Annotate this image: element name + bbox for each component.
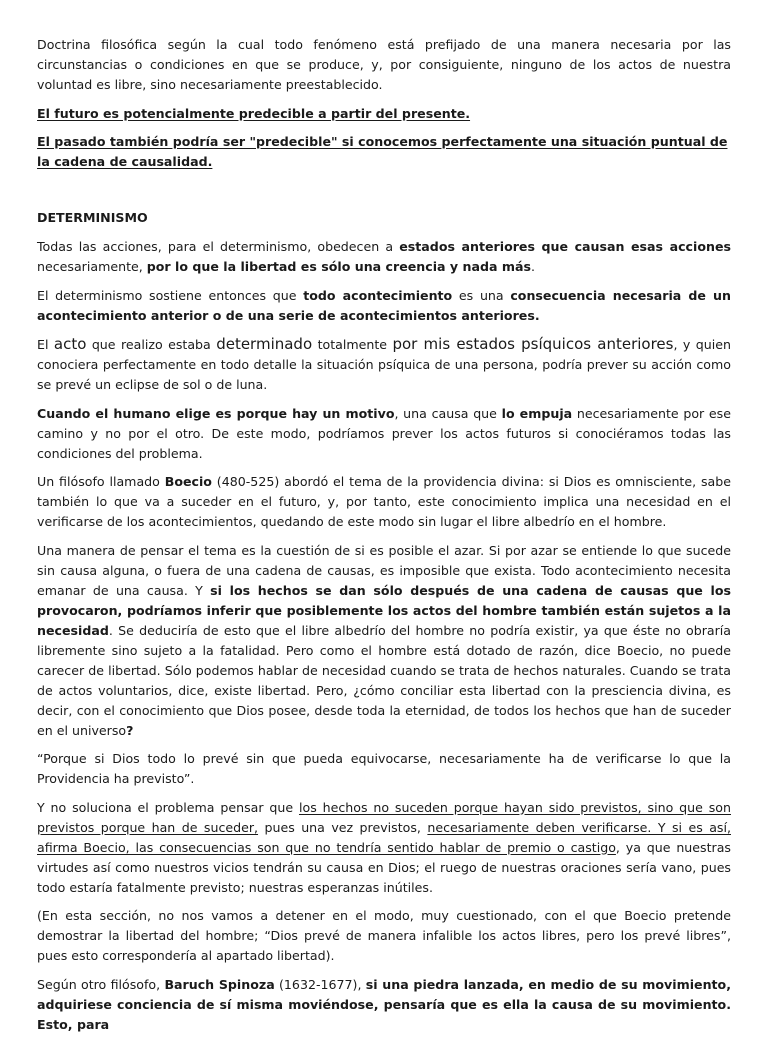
text-run: Un filósofo llamado xyxy=(37,474,165,489)
paragraph-boecio xyxy=(37,472,731,532)
past-predictable-statement xyxy=(37,132,731,172)
quote-paragraph: “Porque si Dios todo lo prevé sin que pueda equivocarse, necesariamente ha de verificarse lo que la Providencia ha previsto”. xyxy=(37,751,731,786)
bold-run: Boecio xyxy=(164,474,212,489)
underlined-run: necesariamente deben verificarse. Y si es así, afirma Boecio, las consecuencias son que no tendría sentido hablar de premio o castigo xyxy=(37,819,731,855)
paragraph-determinism-claim xyxy=(37,286,731,326)
future-predictable-text: El futuro es potencialmente predecible a partir del presente. xyxy=(37,105,471,121)
definition-paragraph: Doctrina filosófica según la cual todo fenómeno está prefijado de una manera necesaria por las circunstancias o condiciones en que se produce, y, por consiguiente, ninguno de los actos de nuestra voluntad es libre, sino necesariamente preestablecido. xyxy=(37,37,731,92)
paragraph-spinoza xyxy=(37,975,731,1035)
text-run: . xyxy=(531,259,536,274)
bold-run: por lo que la libertad es sólo una creencia y nada más xyxy=(146,259,532,274)
text-run: El xyxy=(37,337,54,352)
text-run: (480-525) abordó el tema de la providencia divina: si Dios es omnisciente, sabe también lo que va a suceder en el futuro, y, por tanto, este conocimiento implica una necesidad en el verificarse de los acontecimientos, quedando de este modo sin lugar el libre albedrío en el hombre. xyxy=(37,474,731,529)
bold-run: consecuencia necesaria de un acontecimiento anterior o de una serie de acontecimientos anteriores. xyxy=(37,287,731,323)
bold-run: estados anteriores que causan esas acciones xyxy=(399,239,731,254)
text-run: Una manera de pensar el tema es la cuestión de si es posible el azar. Si por azar se entiende lo que sucede sin causa alguna, o fuera de una cadena de causas, es imposible que exista. Todo acontecimiento necesita emanar de una causa. Y xyxy=(37,542,731,598)
paragraph-actions xyxy=(37,237,731,277)
text-run: Y no soluciona el problema pensar que xyxy=(37,799,299,815)
section-heading: DETERMINISMO xyxy=(37,210,148,225)
past-predictable-text: El pasado también podría ser "predecible" si conocemos perfectamente una situación puntual de la cadena de causalidad. xyxy=(37,134,728,169)
document-page xyxy=(37,35,731,1043)
emphasis-run: acto xyxy=(53,335,87,353)
bold-run: Baruch Spinoza xyxy=(164,976,275,992)
text-run: Según otro filósofo, xyxy=(37,976,165,992)
text-run: El determinismo sostiene entonces que xyxy=(37,287,304,303)
paragraph-act-determined xyxy=(37,334,731,395)
text-run: pues una vez previstos, xyxy=(258,819,428,835)
bold-run: todo acontecimiento xyxy=(303,287,453,303)
text-run: . Se deduciría de esto que el libre albedrío del hombre no podría existir, ya que éste no obraría libremente sino sujeto a la fatalidad. Pero como el hombre está dotado de razón, dice Boecio, no puede carecer de libertad. Sólo podemos hablar de necesidad cuando se trata de hechos naturales. Cuando se trata de actos voluntarios, dice, existe libertad. Pero, ¿cómo conciliar esta libertad con la presciencia divina, es decir, con el conocimiento que Dios posee, desde toda la eternidad, de todos los hechos que han de suceder en el universo xyxy=(37,622,731,738)
emphasis-run: por mis estados psíquicos anteriores xyxy=(392,335,674,353)
paragraph-motive xyxy=(37,404,731,464)
text-run: Todas las acciones, para el determinismo, obedecen a xyxy=(37,239,400,254)
text-run: , y quien conociera perfectamente en todo detalle la situación psíquica de una persona, podría prever su acción como se prevé un eclipse de sol o de luna. xyxy=(37,337,731,392)
bold-run: Cuando el humano elige es porque hay un motivo xyxy=(37,405,395,421)
text-run: es una xyxy=(452,287,511,303)
text-run: que realizo estaba xyxy=(86,337,217,352)
paragraph-chance xyxy=(37,541,731,741)
bold-run: si una piedra lanzada, en medio de su movimiento, adquiriese conciencia de sí misma moviéndose, pensaría que es ella la causa de su movimiento. Esto, para xyxy=(37,976,731,1032)
text-run: , una causa que xyxy=(394,405,502,421)
paragraph-parenthetical: (En esta sección, no nos vamos a detener en el modo, muy cuestionado, con el que Boecio pretende demostrar la libertad del hombre; “Dios prevé de manera infalible los actos libres, pero los prevé libres”, pues esto correspondería al apartado libertad). xyxy=(37,908,731,963)
text-run: totalmente xyxy=(312,337,393,352)
future-predictable-statement xyxy=(37,104,731,124)
text-run: (1632-1677), xyxy=(274,976,366,992)
bold-run: si los hechos se dan sólo después de una cadena de causas que los provocaron, podríamos inferir que posiblemente los actos del hombre también están sujetos a la necesidad xyxy=(37,582,731,638)
text-run: necesariamente por ese camino y no por el otro. De este modo, podríamos prever los actos futuros si conociéramos todas las condiciones del problema. xyxy=(37,405,731,461)
paragraph-foreseen xyxy=(37,798,731,898)
bold-run: lo empuja xyxy=(501,405,573,421)
underlined-run: los hechos no suceden porque hayan sido previstos, sino que son previstos porque han de suceder, xyxy=(37,799,731,835)
bold-run: ? xyxy=(126,722,134,738)
text-run: necesariamente, xyxy=(37,259,147,274)
emphasis-run: determinado xyxy=(216,335,313,353)
text-run: , ya que nuestras virtudes así como nuestros vicios tendrán su causa en Dios; el ruego de nuestras oraciones sería vano, pues todo estaría fatalmente previsto; nuestras esperanzas inútiles. xyxy=(37,839,731,895)
